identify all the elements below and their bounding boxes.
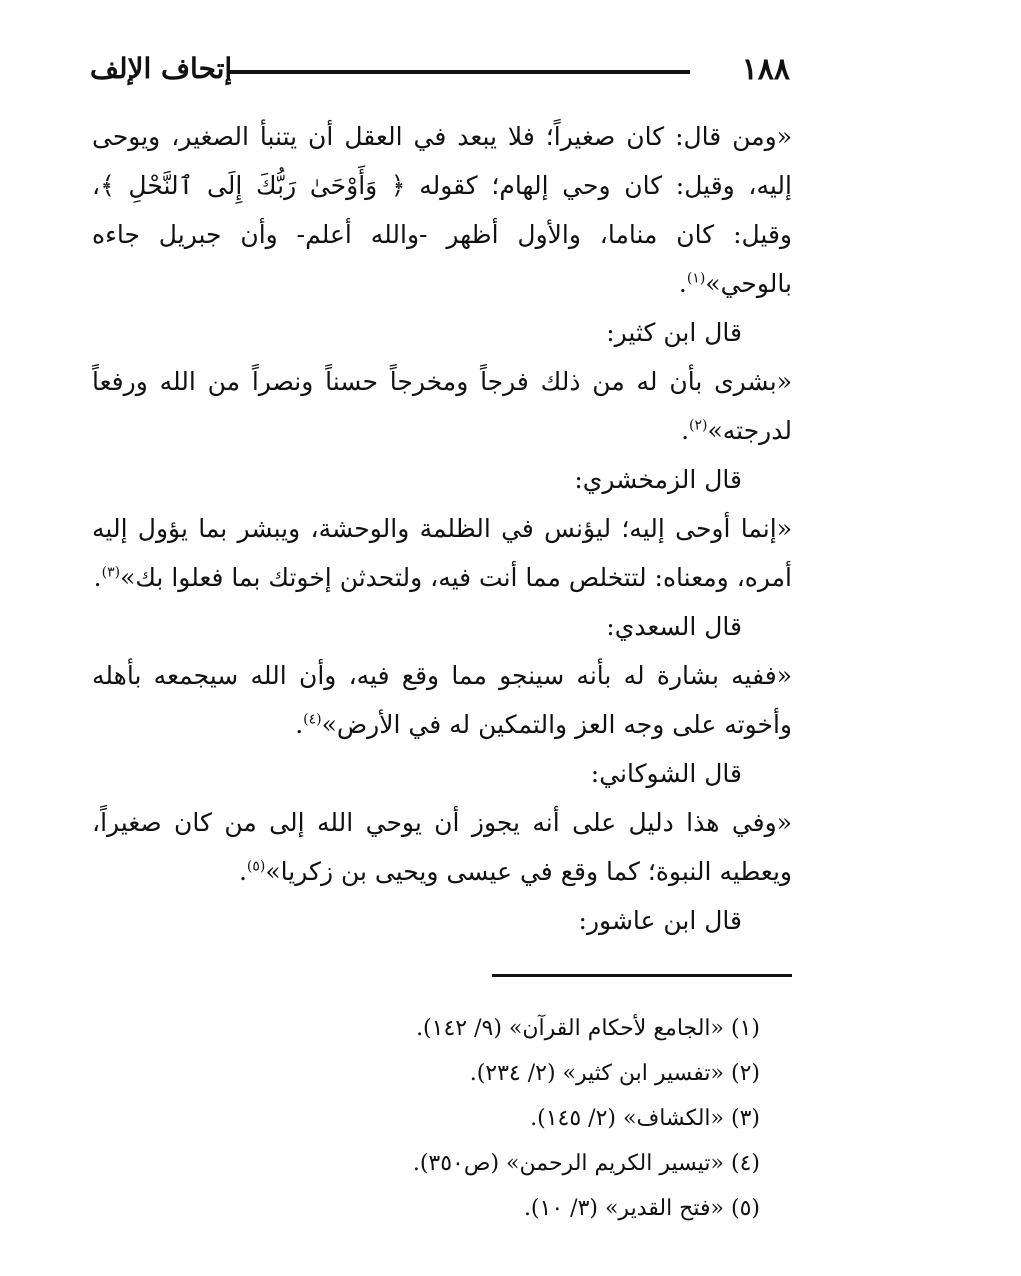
footnote-ref-5: (٥) [246, 858, 266, 875]
footnote-5: (٥) «فتح القدير» (٣/ ١٠). [523, 1196, 760, 1221]
footnote-ref-2: (٢) [689, 417, 708, 434]
footnote-2: (٢) «تفسير ابن كثير» (٢/ ٢٣٤). [469, 1061, 760, 1086]
heading-shawkani: قال الشوكاني: [590, 759, 742, 788]
heading-ibn-kathir: قال ابن كثير: [606, 318, 742, 347]
paragraph-5: «وفي هذا دليل على أنه يجوز أن يوحي الله إلى من كان صغيراً، ويعطيه النبوة؛ كما وقع في عيسى ويحيى بن زكريا»$^{(٥)}$. [92, 808, 792, 886]
footnote-3: (٣) «الكشاف» (٢/ ١٤٥). [530, 1106, 760, 1131]
heading-saadi: قال السعدي: [606, 612, 742, 641]
footnote-4: (٤) «تيسير الكريم الرحمن» (ص٣٥٠). [412, 1151, 760, 1176]
footnote-ref-3: (٣) [101, 564, 121, 581]
heading-zamakhshari: قال الزمخشري: [574, 465, 742, 494]
heading-ibn-ashur: قال ابن عاشور: [578, 906, 742, 935]
running-header [90, 52, 790, 92]
footnote-separator [492, 974, 792, 977]
paragraph-2: «بشرى بأن له من ذلك فرجاً ومخرجاً حسناً ونصراً من الله ورفعاً لدرجته»$^{(٢)}$. [92, 367, 792, 445]
book-title: إتحاف الإلف [90, 52, 233, 85]
footnote-ref-1: (١) [686, 270, 706, 287]
main-text [92, 112, 792, 945]
page-number: ١٨٨ [741, 52, 790, 87]
paragraph-1: «ومن قال: كان صغيراً؛ فلا يبعد في العقل أن يتنبأ الصغير، ويوحى إليه، وقيل: كان وحي إلهام؛ كقوله ﴿ وَأَوْحَىٰ رَبُّكَ إِلَى ٱلنَّحْلِ ﴾، وقيل: كان مناما، والأول أظهر -والله أعلم- وأن جبريل جاءه بالوحي»$^{(١)}$. [92, 122, 792, 298]
footnote-1: (١) «الجامع لأحكام القرآن» (٩/ ١٤٢). [416, 1016, 760, 1041]
paragraph-4: «ففيه بشارة له بأنه سينجو مما وقع فيه، وأن الله سيجمعه بأهله وأخوته على وجه العز والتمكين له في الأرض»$^{(٤)}$. [92, 661, 792, 739]
header-rule [230, 70, 690, 74]
footnote-ref-4: (٤) [303, 711, 322, 728]
paragraph-3: «إنما أوحى إليه؛ ليؤنس في الظلمة والوحشة، ويبشر بما يؤول إليه أمره، ومعناه: لتتخلص مما أنت فيه، ولتحدثن إخوتك بما فعلوا بك»$^{(٣)}$. [92, 514, 792, 592]
footnotes [380, 1006, 760, 1231]
